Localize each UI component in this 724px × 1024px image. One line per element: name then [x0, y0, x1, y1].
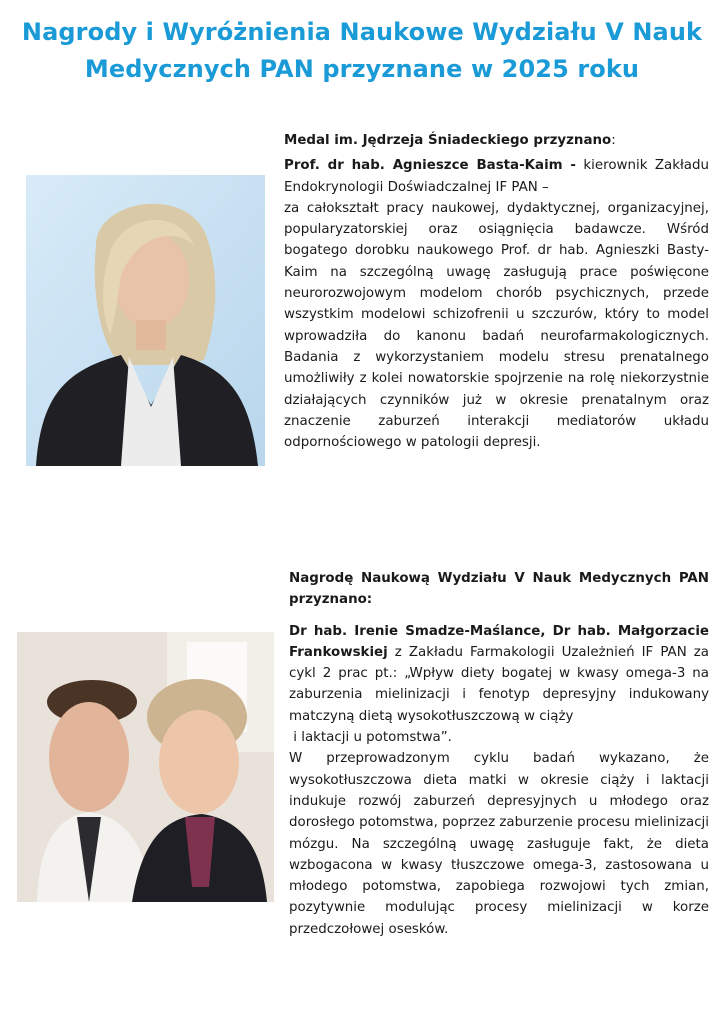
award1-text	[284, 130, 709, 453]
award1-description: za całokształt pracy naukowej, dydaktycznej, organizacyjnej, popularyzatorskiej oraz osiągnięcia badawcze. Wśród bogatego dorobku naukowego Prof. dr hab. Agnieszki Basty-Kaim na szczególną uwagę zasługują prace poświęcone neurorozwojowym modelom chorób psychicznych, przede wszystkim modelowi schizofrenii u szczurów, który to model wprowadziła do kanonu badań neurofarmakologicznych. Badania z wykorzystaniem modelu stresu prenatalnego umożliwiły z kolei nowatorskie spojrzenie na rolę niekorzystnie działających czynników już w okresie prenatalnym oraz znaczenie zaburzeń interakcji mediatorów układu odpornościowego w patologii depresji.	[284, 200, 709, 451]
award1-heading: Medal im. Jędrzeja Śniadeckiego przyznano	[284, 133, 612, 148]
award2-affiliation-end: i laktacji u potomstwa”.	[293, 730, 452, 746]
page-title: Nagrody i Wyróżnienia Naukowe Wydziału V Nauk Medycznych PAN przyznane w 2025 roku	[21, 18, 703, 83]
award1-heading-colon: :	[611, 133, 616, 148]
portrait-photo-smaga-frankowska	[17, 632, 274, 902]
award2-heading: Nagrodę Naukową Wydziału V Nauk Medycznych PAN przyznano:	[289, 571, 709, 608]
portrait-photo-basta-kaim	[26, 175, 265, 466]
award2-description: W przeprowadzonym cyklu badań wykazano, że wysokotłuszczowa dieta matki w okresie ciąży i laktacji indukuje rozwój zaburzeń depresyjnych u młodego oraz dorosłego potomstwa, poprzez zaburzenie procesu mielinizacji mózgu. Na szczególną uwagę zasługuje fakt, że dieta wzbogacona w kwasy tłuszczowe omega-3, zastosowana u młodego potomstwa, zapobiega rozwojowi tych zmian, pozytywnie modulując procesy mielinizacji w korze przedczołowej osesków.	[289, 751, 709, 937]
award2-text	[289, 568, 709, 940]
award2-affiliation: z Zakładu Farmakologii Uzależnień IF PAN za cykl 2 prac pt.: „Wpływ diety bogatej w kwasy omega-3 na zaburzenia mielinizacji i fenotyp depresyjny indukowany matczyną dietą wysokotłuszczową w ciąży	[289, 644, 709, 724]
award1-laureate: Prof. dr hab. Agnieszce Basta-Kaim -	[284, 158, 576, 174]
award2-laureates: Dr hab. Irenie Smadze-Maślance, Dr hab. Małgorzacie Frankowskiej	[289, 623, 709, 660]
award1-affiliation: kierownik Zakładu Endokrynologii Doświadczalnej IF PAN –	[284, 158, 709, 195]
